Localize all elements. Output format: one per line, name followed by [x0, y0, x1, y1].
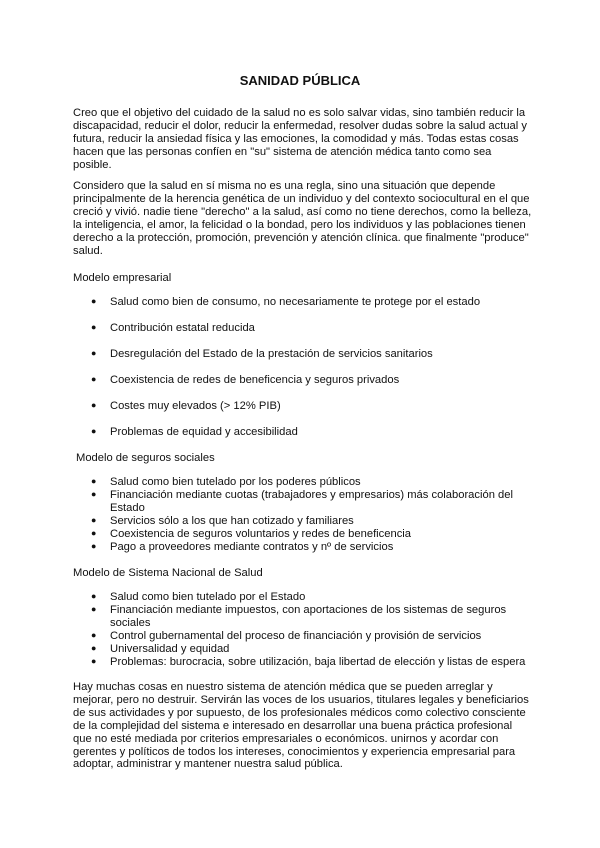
bullet-icon: ●	[91, 515, 97, 525]
paragraph-line: mejorar, pero no destruir. Servirán las voces de los usuarios, titulares legales y beneficiarios	[73, 693, 529, 706]
bullet-icon: ●	[91, 374, 97, 384]
paragraph-line: gerentes y políticos de todos los intereses, conocimientos y experiencia empresarial para	[73, 745, 516, 758]
bullet-icon: ●	[91, 643, 97, 653]
bullet-icon: ●	[91, 541, 97, 551]
bullet-icon: ●	[91, 489, 97, 499]
paragraph-line: derecho a la protección, promoción, prevención y atención clínica. que finalmente "produce"	[73, 232, 529, 244]
bullet-icon: ●	[91, 400, 97, 410]
paragraph-line: Hay muchas cosas en nuestro sistema de atención médica que se pueden arreglar y	[73, 681, 493, 693]
paragraph-line: creció y vivió. nadie tiene "derecho" a la salud, así como no tiene derechos, como la belleza,	[73, 206, 532, 218]
bullet-icon: ●	[91, 426, 97, 436]
list-item: Salud como bien tutelado por el Estado	[110, 591, 306, 603]
list-item-continuation: sociales	[110, 617, 151, 629]
paragraph-line: futura, reducir la ansiedad física y las emociones, la comodidad y más. Todas estas cosas	[73, 133, 519, 145]
paragraph-line: de sus actividades y por supuesto, de los profesionales médicos como colectivo consciente	[73, 706, 526, 719]
list-item: Salud como bien tutelado por los poderes públicos	[110, 476, 361, 488]
paragraph-line: salud.	[73, 245, 103, 257]
list-item: Coexistencia de redes de beneficencia y seguros privados	[110, 374, 400, 386]
paragraph-line: hacen que las personas confíen en "su" sistema de atención médica tanto como sea	[73, 146, 492, 158]
bullet-icon: ●	[91, 656, 97, 666]
list-item: Financiación mediante impuestos, con aportaciones de los sistemas de seguros	[110, 604, 507, 616]
bullet-icon: ●	[91, 296, 97, 306]
paragraph-line: Considero que la salud en sí misma no es una regla, sino una situación que depende	[73, 180, 496, 192]
bullet-icon: ●	[91, 630, 97, 640]
list-item: Control gubernamental del proceso de financiación y provisión de servicios	[110, 630, 482, 642]
list-item: Problemas de equidad y accesibilidad	[110, 426, 298, 438]
list-item: Financiación mediante cuotas (trabajadores y empresarios) más colaboración del	[110, 489, 513, 501]
paragraph-line: que no esté mediada por criterios empresariales o económicos. unirnos y acordar con	[73, 732, 499, 745]
list-item: Pago a proveedores mediante contratos y nº de servicios	[110, 541, 394, 553]
bullet-icon: ●	[91, 591, 97, 601]
page-title: SANIDAD PÚBLICA	[239, 73, 361, 88]
bullet-icon: ●	[91, 476, 97, 486]
bullet-icon: ●	[91, 528, 97, 538]
list-item-continuation: Estado	[110, 502, 145, 514]
list-item: Universalidad y equidad	[110, 643, 230, 655]
bullet-icon: ●	[91, 604, 97, 614]
paragraph-line: la inteligencia, el amor, la felicidad o la bondad, pero los individuos y las poblaciones tienen	[73, 219, 526, 231]
list-item: Costes muy elevados (> 12% PIB)	[110, 400, 281, 412]
list-item: Contribución estatal reducida	[110, 322, 255, 334]
paragraph-line: discapacidad, reducir el dolor, reducir la enfermedad, resolver dudas sobre la salud actual y	[73, 120, 527, 132]
bullet-icon: ●	[91, 348, 97, 358]
section-heading: Modelo empresarial	[73, 272, 172, 284]
paragraph-line: principalmente de la herencia genética de un individuo y del contexto sociocultural en el que	[73, 193, 530, 205]
list-item: Problemas: burocracia, sobre utilización, baja libertad de elección y listas de espera	[110, 656, 526, 668]
list-item: Coexistencia de seguros voluntarios y redes de beneficencia	[110, 528, 411, 540]
paragraph-line: adoptar, administrar y mantener nuestra salud pública.	[73, 758, 343, 771]
bullet-icon: ●	[91, 322, 97, 332]
paragraph-line: Creo que el objetivo del cuidado de la salud no es solo salvar vidas, sino también reducir la	[73, 107, 526, 119]
section-heading: Modelo de Sistema Nacional de Salud	[73, 567, 263, 579]
paragraph-line: de la complejidad del sistema e interesado en desarrollar una buena práctica profesional	[73, 719, 513, 732]
list-item: Salud como bien de consumo, no necesariamente te protege por el estado	[110, 296, 481, 308]
section-heading: Modelo de seguros sociales	[76, 452, 215, 464]
list-item: Desregulación del Estado de la prestación de servicios sanitarios	[110, 348, 433, 360]
list-item: Servicios sólo a los que han cotizado y familiares	[110, 515, 354, 527]
paragraph-line: posible.	[73, 159, 112, 171]
